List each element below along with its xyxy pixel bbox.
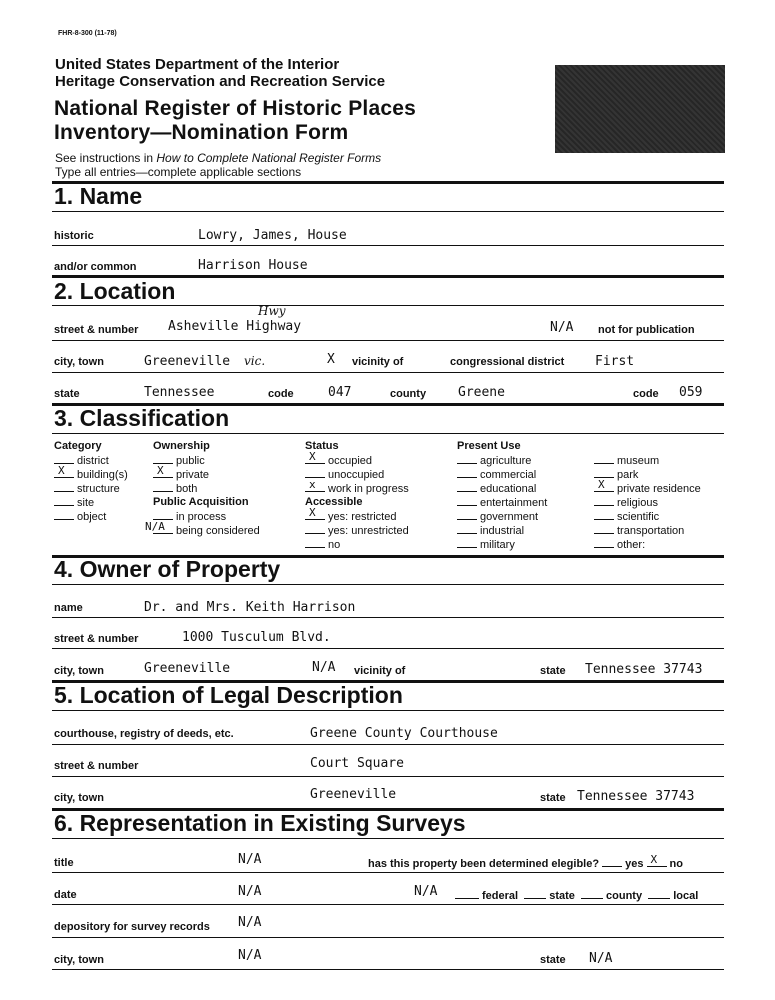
survey-level-options: federal state county local	[455, 889, 698, 902]
divider	[52, 245, 724, 246]
checkbox-row: N/A being considered	[145, 520, 260, 537]
survey-state-value: N/A	[589, 951, 613, 966]
owner-state-label: state	[540, 665, 566, 677]
common-value: Harrison House	[198, 258, 308, 273]
instructions-2: Type all entries—complete applicable sections	[55, 165, 302, 179]
divider	[52, 181, 724, 184]
legal-city-value: Greeneville	[310, 787, 397, 802]
ownership-list	[153, 454, 209, 496]
checkbox[interactable]	[594, 468, 614, 478]
legal-city-label: city, town	[54, 792, 104, 804]
survey-title-label: title	[54, 857, 74, 869]
checkbox-row: object	[54, 510, 128, 524]
survey-title-value: N/A	[238, 852, 262, 867]
checkbox-row: other:	[594, 538, 701, 552]
not-pub-label: not for publication	[598, 324, 695, 336]
checkbox[interactable]	[153, 454, 173, 464]
checkbox[interactable]	[153, 482, 173, 492]
checkbox-row: museum	[594, 454, 701, 468]
present-use-list-1	[457, 454, 547, 552]
checkbox[interactable]	[54, 482, 74, 492]
checkbox-row: no	[305, 538, 409, 552]
owner-name-value: Dr. and Mrs. Keith Harrison	[144, 600, 356, 615]
street-value: Asheville Highway	[168, 319, 302, 334]
code2-label: code	[633, 388, 659, 400]
legal-street-value: Court Square	[310, 756, 404, 771]
checkbox-row: military	[457, 538, 547, 552]
checkbox-row: both	[153, 482, 209, 496]
instructions-1: See instructions in How to Complete National Register Forms	[55, 151, 382, 165]
state-value: Tennessee	[144, 385, 215, 400]
office-use-stamp	[555, 65, 725, 153]
divider	[52, 584, 724, 585]
code2-value: 059	[679, 385, 703, 400]
yes-checkbox[interactable]	[602, 857, 622, 867]
common-label: and/or common	[54, 261, 137, 273]
state-label: state	[54, 388, 80, 400]
cong-label: congressional district	[450, 356, 565, 368]
survey-date-value: N/A	[238, 884, 262, 899]
federal-checkbox[interactable]	[455, 889, 479, 899]
checkbox[interactable]	[594, 538, 614, 548]
section-5-title: 5. Location of Legal Description	[54, 682, 403, 708]
owner-street-label: street & number	[54, 633, 139, 645]
vicinity-label: vicinity of	[352, 356, 404, 368]
checkbox-row: site	[54, 496, 128, 510]
owner-name-label: name	[54, 602, 83, 614]
eligible-question: has this property been determined elegible? yes X no	[368, 853, 683, 870]
dept-name: United States Department of the Interior	[55, 56, 340, 73]
checkbox-row: commercial	[457, 468, 547, 482]
divider	[52, 340, 724, 341]
checkbox[interactable]	[457, 496, 477, 506]
divider	[52, 617, 724, 618]
section-1-title: 1. Name	[54, 183, 143, 209]
checkbox[interactable]: N/A	[153, 524, 173, 534]
checkbox-row: government	[457, 510, 547, 524]
checkbox[interactable]	[457, 510, 477, 520]
depository-value: N/A	[238, 915, 262, 930]
checkbox-row: industrial	[457, 524, 547, 538]
checkbox[interactable]	[153, 510, 173, 520]
checkbox-row: agriculture	[457, 454, 547, 468]
local-checkbox[interactable]	[648, 889, 670, 899]
county-value: Greene	[458, 385, 505, 400]
divider	[52, 937, 724, 938]
divider	[52, 372, 724, 373]
checkbox-row: X yes: restricted	[305, 510, 409, 524]
checkbox[interactable]	[305, 524, 325, 534]
checkbox[interactable]: X	[305, 510, 325, 520]
owner-state-value: Tennessee 37743	[585, 662, 703, 677]
checkbox[interactable]: X	[305, 454, 325, 464]
vicinity-mark: X	[327, 352, 335, 367]
historic-value: Lowry, James, House	[198, 228, 347, 243]
survey-city-value: N/A	[238, 948, 262, 963]
form-title-2: Inventory—Nomination Form	[54, 121, 349, 144]
street-label: street & number	[54, 324, 139, 336]
checkbox[interactable]: X	[153, 468, 173, 478]
accessible-list	[305, 506, 409, 552]
form-title-1: National Register of Historic Places	[54, 97, 416, 120]
checkbox-row: X private	[153, 468, 209, 482]
no-checkbox[interactable]: X	[647, 857, 667, 867]
city-handwritten: vic.	[244, 354, 266, 368]
courthouse-value: Greene County Courthouse	[310, 726, 498, 741]
status-list	[305, 450, 409, 496]
checkbox[interactable]	[594, 524, 614, 534]
state-checkbox[interactable]	[524, 889, 546, 899]
survey-city-label: city, town	[54, 954, 104, 966]
section-3-title: 3. Classification	[54, 405, 230, 431]
acquisition-list	[145, 510, 260, 538]
checkbox[interactable]: X	[54, 468, 74, 478]
checkbox-row: entertainment	[457, 496, 547, 510]
owner-city-label: city, town	[54, 665, 104, 677]
accessible-heading: Accessible	[305, 496, 363, 508]
checkbox-row: educational	[457, 482, 547, 496]
checkbox[interactable]	[594, 510, 614, 520]
divider	[52, 710, 724, 711]
courthouse-label: courthouse, registry of deeds, etc.	[54, 728, 234, 740]
street-handwritten: Hwy	[258, 304, 286, 318]
checkbox[interactable]: X	[594, 482, 614, 492]
checkbox[interactable]	[457, 538, 477, 548]
checkbox-row: X occupied	[305, 454, 409, 468]
cong-value: First	[595, 354, 635, 369]
checkbox[interactable]: x	[305, 482, 325, 492]
owner-vicinity-label: vicinity of	[354, 665, 406, 677]
survey-date-label: date	[54, 889, 77, 901]
not-pub-value: N/A	[550, 320, 574, 335]
divider	[52, 305, 724, 306]
checkbox[interactable]	[594, 454, 614, 464]
historic-label: historic	[54, 230, 94, 242]
divider	[52, 776, 724, 777]
county-checkbox[interactable]	[581, 889, 603, 899]
divider	[52, 648, 724, 649]
present-use-heading: Present Use	[457, 440, 521, 452]
checkbox[interactable]	[457, 482, 477, 492]
category-list	[54, 454, 128, 524]
owner-street-value: 1000 Tusculum Blvd.	[182, 630, 331, 645]
legal-street-label: street & number	[54, 760, 139, 772]
checkbox-row: in process	[153, 510, 260, 524]
present-use-list-2	[594, 454, 701, 552]
divider	[52, 838, 724, 839]
section-6-title: 6. Representation in Existing Surveys	[54, 810, 466, 836]
form-id: FHR-8-300 (11-78)	[58, 30, 117, 37]
checkbox-row: unoccupied	[305, 468, 409, 482]
owner-city-value: Greeneville	[144, 661, 231, 676]
checkbox-row: public	[153, 454, 209, 468]
legal-state-label: state	[540, 792, 566, 804]
checkbox-row: yes: unrestricted	[305, 524, 409, 538]
category-heading: Category	[54, 440, 102, 452]
checkbox-row: park	[594, 468, 701, 482]
checkbox[interactable]	[457, 468, 477, 478]
survey-state-label: state	[540, 954, 566, 966]
acquisition-heading: Public Acquisition	[153, 496, 249, 508]
city-label: city, town	[54, 356, 104, 368]
divider	[52, 872, 724, 873]
divider	[52, 744, 724, 745]
divider	[52, 433, 724, 434]
checkbox[interactable]	[457, 454, 477, 464]
checkbox-row: structure	[54, 482, 128, 496]
checkbox-row: religious	[594, 496, 701, 510]
checkbox-row: X building(s)	[54, 468, 128, 482]
service-name: Heritage Conservation and Recreation Service	[55, 73, 386, 90]
divider	[52, 904, 724, 905]
legal-state-value: Tennessee 37743	[577, 789, 695, 804]
checkbox-row: scientific	[594, 510, 701, 524]
status-heading: Status	[305, 440, 339, 452]
checkbox-row: district	[54, 454, 128, 468]
depository-label: depository for survey records	[54, 921, 210, 933]
checkbox[interactable]	[54, 510, 74, 520]
divider	[52, 969, 724, 970]
checkbox-row: X private residence	[594, 482, 701, 496]
checkbox[interactable]	[594, 496, 614, 506]
checkbox[interactable]	[305, 468, 325, 478]
checkbox[interactable]	[457, 524, 477, 534]
section-2-title: 2. Location	[54, 278, 176, 304]
owner-vicinity-value: N/A	[312, 660, 336, 675]
city-value: Greeneville	[144, 354, 231, 369]
checkbox[interactable]	[54, 496, 74, 506]
checkbox-row: transportation	[594, 524, 701, 538]
code-label: code	[268, 388, 294, 400]
checkbox[interactable]	[54, 454, 74, 464]
checkbox[interactable]	[305, 538, 325, 548]
survey-level-value: N/A	[414, 884, 438, 899]
code-value: 047	[328, 385, 352, 400]
section-4-title: 4. Owner of Property	[54, 556, 281, 582]
checkbox-row: x work in progress	[305, 482, 409, 496]
county-label: county	[390, 388, 427, 400]
divider	[52, 211, 724, 212]
ownership-heading: Ownership	[153, 440, 210, 452]
